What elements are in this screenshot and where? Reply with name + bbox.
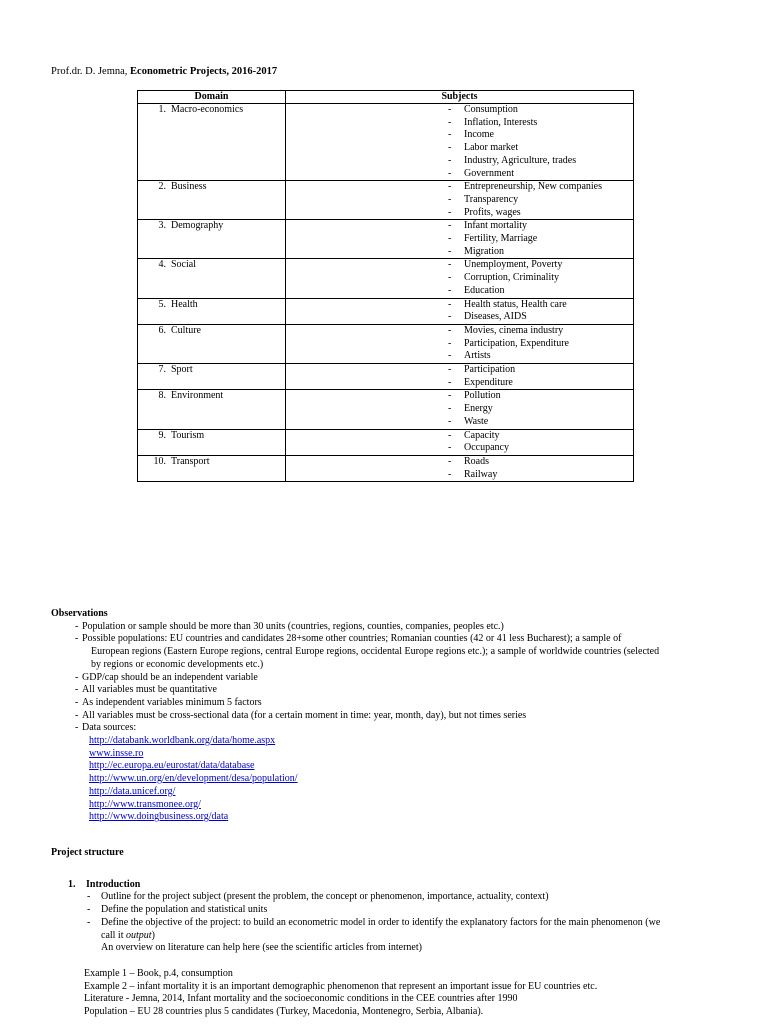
subject-text: Artists bbox=[464, 350, 491, 362]
subject-item bbox=[286, 311, 633, 324]
bullet-dash: - bbox=[448, 455, 452, 467]
subject-item bbox=[286, 168, 633, 181]
subjects-cell bbox=[286, 181, 634, 220]
data-source-link-doingbusiness[interactable]: http://www.doingbusiness.org/data bbox=[89, 811, 229, 823]
subject-item bbox=[286, 377, 633, 390]
domain-cell bbox=[138, 364, 286, 390]
subject-item bbox=[286, 181, 633, 194]
subject-item bbox=[286, 129, 633, 142]
data-sources-list bbox=[51, 735, 751, 824]
domain-name: Environment bbox=[171, 390, 224, 402]
introduction-list bbox=[51, 891, 751, 955]
bullet-dash: - bbox=[448, 284, 452, 296]
introduction-title: Introduction bbox=[86, 878, 141, 890]
project-structure-heading: Project structure bbox=[51, 847, 124, 858]
subjects-list bbox=[286, 181, 633, 219]
data-source-link-unicef[interactable]: http://data.unicef.org/ bbox=[89, 785, 176, 797]
subject-item bbox=[286, 104, 633, 117]
domain-row bbox=[138, 181, 634, 220]
subject-item bbox=[286, 285, 633, 298]
subject-item bbox=[286, 442, 633, 455]
subject-text: Migration bbox=[464, 245, 504, 257]
call-it-text: call it bbox=[101, 929, 126, 941]
subjects-cell bbox=[286, 324, 634, 363]
call-it-end: ) bbox=[151, 929, 155, 941]
subject-text: Consumption bbox=[464, 104, 518, 115]
domain-cell bbox=[138, 181, 286, 220]
subjects-cell bbox=[286, 364, 634, 390]
domain-number: 10. bbox=[153, 455, 166, 467]
domain-name: Demography bbox=[171, 220, 224, 232]
bullet-dash: - bbox=[448, 415, 452, 427]
introduction-item: - Outline for the project subject (present the problem, the concept or phenomenon, importance, actuality, context) bbox=[87, 891, 751, 904]
subjects-cell bbox=[286, 220, 634, 259]
observation-item: - GDP/cap should be an independent variable bbox=[75, 672, 751, 685]
document-title: Econometric Projects, 2016-2017 bbox=[130, 66, 278, 77]
subjects-list bbox=[286, 390, 633, 428]
domain-name: Culture bbox=[171, 324, 201, 336]
bullet-dash: - bbox=[448, 206, 452, 218]
subject-item bbox=[286, 338, 633, 351]
domain-column-header: Domain bbox=[138, 91, 286, 104]
subjects-cell bbox=[286, 298, 634, 324]
bullet-dash: - bbox=[448, 167, 452, 179]
observations-list bbox=[51, 621, 751, 735]
domain-cell bbox=[138, 429, 286, 455]
subject-item bbox=[286, 456, 633, 469]
introduction-heading bbox=[51, 879, 751, 892]
subjects-cell bbox=[286, 455, 634, 481]
bullet-dash: - bbox=[448, 193, 452, 205]
subject-item bbox=[286, 390, 633, 403]
output-emphasis: output bbox=[126, 929, 152, 941]
domain-name: Social bbox=[171, 259, 196, 271]
bullet-dash: - bbox=[448, 104, 452, 115]
bullet-dash: - bbox=[448, 429, 452, 441]
domain-cell bbox=[138, 259, 286, 298]
data-source-link-eurostat[interactable]: http://ec.europa.eu/eurostat/data/database bbox=[89, 760, 255, 772]
domain-cell bbox=[138, 455, 286, 481]
author-text: Prof.dr. D. Jemna, bbox=[51, 66, 131, 77]
domains-table bbox=[137, 90, 634, 482]
subject-text: Occupancy bbox=[464, 442, 509, 454]
subjects-cell bbox=[286, 259, 634, 298]
domain-row bbox=[138, 298, 634, 324]
introduction-item: - Define the population and statistical units bbox=[87, 904, 751, 917]
subject-text: Unemployment, Poverty bbox=[464, 259, 563, 271]
bullet-dash: - bbox=[448, 376, 452, 388]
bullet-dash: - bbox=[448, 311, 452, 323]
domain-row bbox=[138, 364, 634, 390]
observation-item: - All variables must be quantitative bbox=[75, 684, 751, 697]
subjects-list bbox=[286, 456, 633, 481]
subjects-column-header: Subjects bbox=[286, 91, 634, 104]
observation-item: - Possible populations: EU countries and candidates 28+some other countries; Romanian counties (42 or 41 less Bucharest); a sample of bbox=[75, 633, 751, 646]
bullet-dash: - bbox=[448, 442, 452, 454]
bullet-dash: - bbox=[448, 259, 452, 271]
subjects-cell bbox=[286, 429, 634, 455]
subjects-list bbox=[286, 220, 633, 258]
example-line: Example 2 – infant mortality it is an important demographic phenomenon that represent an important issue for EU countries etc. bbox=[84, 980, 598, 992]
domain-number: 7. bbox=[158, 364, 166, 376]
subject-text: Pollution bbox=[464, 390, 501, 402]
domain-cell bbox=[138, 390, 286, 429]
example-line: Literature - Jemna, 2014, Infant mortality and the socioeconomic conditions in the CEE countries after 1990 bbox=[84, 993, 518, 1005]
domain-cell bbox=[138, 298, 286, 324]
domain-row bbox=[138, 324, 634, 363]
subject-text: Government bbox=[464, 167, 514, 179]
observations-heading: Observations bbox=[51, 608, 108, 619]
bullet-dash: - bbox=[448, 154, 452, 166]
domain-row bbox=[138, 455, 634, 481]
observation-item: - All variables must be cross-sectional data (for a certain moment in time: year, month, day), but not times series bbox=[75, 710, 751, 723]
data-source-link-un[interactable]: http://www.un.org/en/development/desa/population/ bbox=[89, 773, 298, 785]
bullet-dash: - bbox=[448, 220, 452, 232]
page-header bbox=[51, 65, 277, 78]
observation-item: - Population or sample should be more than 30 units (countries, regions, counties, companies, peoples etc.) bbox=[75, 621, 751, 634]
subject-text: Capacity bbox=[464, 429, 500, 441]
subjects-list bbox=[286, 364, 633, 389]
subject-text: Participation bbox=[464, 364, 516, 376]
bullet-dash: - bbox=[448, 181, 452, 193]
subject-text: Health status, Health care bbox=[464, 298, 567, 310]
domain-number: 1. bbox=[158, 104, 166, 115]
subject-text: Roads bbox=[464, 455, 489, 467]
subject-text: Labor market bbox=[464, 142, 519, 154]
domain-row bbox=[138, 429, 634, 455]
domain-cell bbox=[138, 324, 286, 363]
subject-text: Participation, Expenditure bbox=[464, 337, 569, 349]
domain-number: 3. bbox=[158, 220, 166, 232]
domain-number: 6. bbox=[158, 324, 166, 336]
subject-item bbox=[286, 207, 633, 220]
subject-item bbox=[286, 325, 633, 338]
subject-item bbox=[286, 246, 633, 259]
subject-text: Railway bbox=[464, 468, 498, 480]
subject-item bbox=[286, 117, 633, 130]
domain-name: Sport bbox=[171, 364, 193, 376]
subject-item bbox=[286, 403, 633, 416]
subject-item bbox=[286, 416, 633, 429]
domain-number: 2. bbox=[158, 181, 166, 193]
subject-text: Industry, Agriculture, trades bbox=[464, 154, 577, 166]
data-source-link-worldbank[interactable]: http://databank.worldbank.org/data/home.aspx bbox=[89, 735, 276, 747]
bullet-dash: - bbox=[448, 468, 452, 480]
examples-block bbox=[51, 968, 751, 1019]
domain-row bbox=[138, 104, 634, 181]
bullet-dash: - bbox=[448, 403, 452, 415]
bullet-dash: - bbox=[448, 272, 452, 284]
project-structure-section bbox=[51, 847, 751, 1019]
example-line: Example 1 – Book, p.4, consumption bbox=[84, 967, 233, 979]
domain-number: 5. bbox=[158, 298, 166, 310]
domain-name: Macro-economics bbox=[171, 104, 244, 115]
bullet-dash: - bbox=[448, 129, 452, 141]
subject-item bbox=[286, 194, 633, 207]
domain-name: Health bbox=[171, 298, 198, 310]
observation-item: - Data sources: bbox=[75, 722, 751, 735]
bullet-dash: - bbox=[448, 364, 452, 376]
subject-text: Diseases, AIDS bbox=[464, 311, 527, 323]
domain-cell bbox=[138, 104, 286, 181]
subject-text: Infant mortality bbox=[464, 220, 528, 232]
example-line: Population – EU 28 countries plus 5 candidates (Turkey, Macedonia, Montenegro, Serbia, Albania). bbox=[84, 1006, 484, 1018]
subject-item bbox=[286, 220, 633, 233]
subject-item bbox=[286, 469, 633, 482]
observation-item-continuation: by regions or economic developments etc.) bbox=[91, 658, 264, 670]
observation-item: - As independent variables minimum 5 factors bbox=[75, 697, 751, 710]
bullet-dash: - bbox=[448, 233, 452, 245]
domain-cell bbox=[138, 220, 286, 259]
subject-item bbox=[286, 430, 633, 443]
bullet-dash: - bbox=[448, 245, 452, 257]
subjects-cell bbox=[286, 390, 634, 429]
subjects-list bbox=[286, 259, 633, 297]
bullet-dash: - bbox=[448, 298, 452, 310]
bullet-dash: - bbox=[448, 324, 452, 336]
observations-section bbox=[51, 608, 751, 824]
subject-item bbox=[286, 142, 633, 155]
bullet-dash: - bbox=[448, 350, 452, 362]
bullet-dash: - bbox=[448, 390, 452, 402]
table-header-row bbox=[138, 91, 634, 104]
bullet-dash: - bbox=[448, 337, 452, 349]
domain-name: Tourism bbox=[171, 429, 205, 441]
subjects-list bbox=[286, 104, 633, 180]
subject-item bbox=[286, 259, 633, 272]
subject-item bbox=[286, 350, 633, 363]
domains-table-body bbox=[138, 104, 634, 482]
subject-text: Corruption, Criminality bbox=[464, 272, 559, 284]
introduction-number: 1. bbox=[68, 878, 76, 890]
domain-row bbox=[138, 259, 634, 298]
introduction-item: - Define the objective of the project: to build an econometric model in order to identify the explanatory factors for the main phenomenon (we bbox=[87, 917, 751, 930]
subject-text: Entrepreneurship, New companies bbox=[464, 181, 603, 193]
bullet-dash: - bbox=[448, 116, 452, 128]
subject-text: Waste bbox=[464, 415, 489, 427]
domain-name: Transport bbox=[171, 455, 210, 467]
subject-item bbox=[286, 155, 633, 168]
observation-item-continuation: European regions (Eastern Europe regions, central Europe regions, occidental Europe regions etc.); a sample of worldwide countries (selected bbox=[91, 646, 660, 658]
subject-item bbox=[286, 364, 633, 377]
subject-text: Profits, wages bbox=[464, 206, 521, 218]
subject-text: Inflation, Interests bbox=[464, 116, 538, 128]
subject-text: Expenditure bbox=[464, 376, 513, 388]
domain-name: Business bbox=[171, 181, 207, 193]
subjects-cell bbox=[286, 104, 634, 181]
domain-number: 8. bbox=[158, 390, 166, 402]
subject-item bbox=[286, 233, 633, 246]
domain-row bbox=[138, 390, 634, 429]
data-source-link-insse[interactable]: www.insse.ro bbox=[89, 747, 144, 759]
subjects-list bbox=[286, 325, 633, 363]
subjects-list bbox=[286, 299, 633, 324]
domain-row bbox=[138, 220, 634, 259]
subject-item bbox=[286, 299, 633, 312]
subject-item bbox=[286, 272, 633, 285]
subject-text: Fertility, Marriage bbox=[464, 233, 538, 245]
introduction-item-continuation: An overview on literature can help here (see the scientific articles from internet) bbox=[101, 942, 422, 954]
subject-text: Movies, cinema industry bbox=[464, 324, 564, 336]
bullet-dash: - bbox=[448, 142, 452, 154]
domain-number: 4. bbox=[158, 259, 166, 271]
introduction-item-continuation bbox=[87, 930, 751, 943]
subjects-list bbox=[286, 430, 633, 455]
subject-text: Transparency bbox=[464, 193, 519, 205]
domain-number: 9. bbox=[158, 429, 166, 441]
data-source-link-transmonee[interactable]: http://www.transmonee.org/ bbox=[89, 798, 201, 810]
subject-text: Education bbox=[464, 284, 505, 296]
subject-text: Energy bbox=[464, 403, 493, 415]
subject-text: Income bbox=[464, 129, 494, 141]
